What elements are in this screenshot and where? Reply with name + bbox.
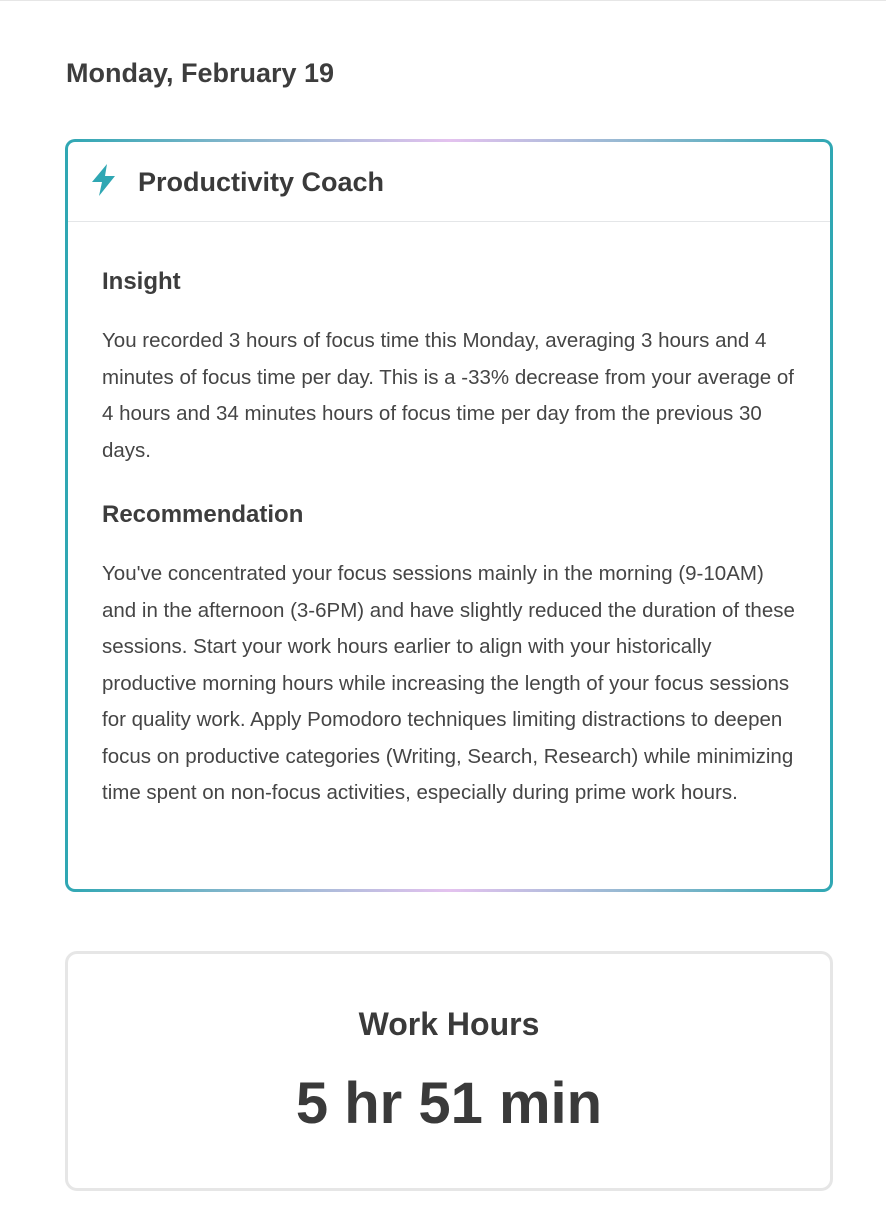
work-hours-value: 5 hr 51 min — [295, 1071, 603, 1136]
recommendation-text: You've concentrated your focus sessions mainly in the morning (9-10AM) and in the afternoon (3-6PM) and have slightly reduced the duration of these sessions. Start your work hours earlier to align with your historically productive morning hours while increasing the length of your focus sessions for quality work. Apply Pomodoro techniques limiting distractions to deepen focus on productive categories (Writing, Search, Research) while minimizing time spent on non-focus activities, especially during prime work hours. — [102, 562, 795, 804]
productivity-coach-body — [68, 222, 830, 812]
productivity-coach-header — [68, 142, 830, 222]
work-hours-card — [65, 951, 833, 1191]
work-hours-label: Work Hours — [358, 1006, 540, 1042]
productivity-coach-card — [65, 139, 833, 892]
top-divider — [0, 0, 886, 1]
productivity-coach-title: Productivity Coach — [138, 167, 385, 197]
productivity-coach-card-inner — [68, 142, 830, 889]
lightning-bolt-icon — [88, 163, 120, 197]
insight-heading: Insight — [102, 268, 181, 295]
insight-text: You recorded 3 hours of focus time this Monday, averaging 3 hours and 4 minutes of focus time per day. This is a -33% decrease from your average of 4 hours and 34 minutes hours of focus time per day from the previous 30 days. — [102, 329, 795, 462]
date-heading: Monday, February 19 — [66, 58, 335, 88]
recommendation-heading: Recommendation — [102, 501, 304, 528]
